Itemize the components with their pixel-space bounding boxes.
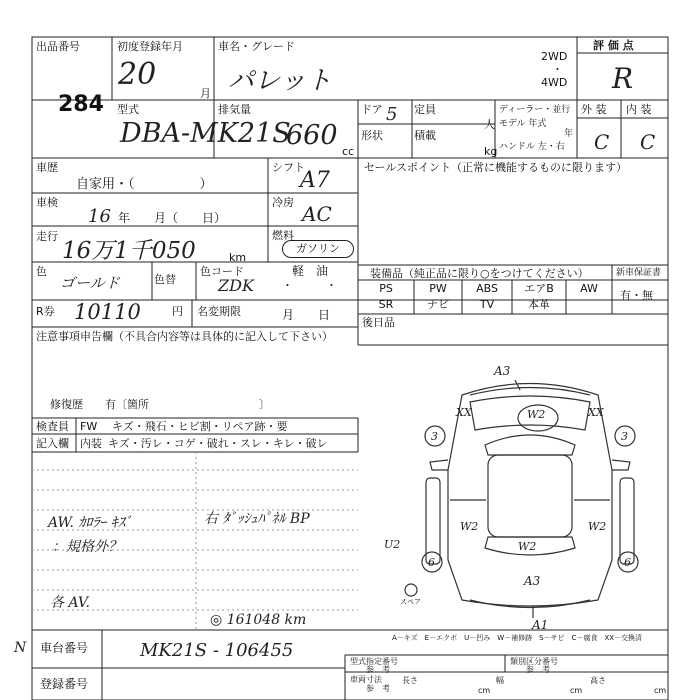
first-reg-year: 20 (118, 57, 157, 92)
year-unit: 年 (564, 129, 574, 139)
damage-mark-wheel-fr: 3 (621, 430, 628, 443)
type-cert-ref: 参 考 (366, 665, 390, 674)
person-unit: 人 (484, 118, 495, 131)
damage-mark-front: A3 (494, 364, 511, 378)
month-unit: 月 (200, 87, 211, 100)
margin-n: N (14, 640, 27, 656)
shape-label: 形状 (361, 129, 383, 142)
history-label: 車歴 (36, 161, 58, 174)
damage-mark-wheel-rr: 6 (624, 556, 631, 569)
body-size-ref: 参 考 (366, 684, 390, 693)
ac-label: 冷房 (272, 196, 294, 209)
interior-value: C (640, 130, 656, 154)
rear-seat-label: 後日品 (362, 316, 395, 329)
damage-mark-hood: W2 (527, 408, 546, 421)
model-grade-label: 車名・グレード (218, 40, 295, 53)
fw-items: キズ・飛石・ヒビ割・リペア跡・要 (112, 420, 288, 433)
inspection-label: 車検 (36, 196, 58, 209)
damage-mark-left-door: W2 (460, 520, 479, 533)
color-label: 色 (36, 265, 47, 278)
width-label: 幅 (496, 676, 504, 685)
class-label: 類別区分番号 (510, 657, 558, 666)
fuel-dots: ・ ・ (282, 279, 337, 292)
height-cm: cm (654, 686, 667, 695)
ac-value: AC (302, 202, 332, 226)
mileage-value: 16万1千050 (62, 238, 196, 264)
type-cert-label: 型式指定番号 (350, 657, 398, 666)
equipment-ps: PS (379, 282, 393, 295)
equipment-navi: ナビ (427, 298, 449, 311)
load-label: 積載 (414, 129, 436, 142)
history-value: 自家用・（ ） (76, 177, 213, 192)
lot-number: 284 (58, 92, 104, 117)
km-unit: km (229, 251, 247, 264)
damage-mark-left-side: U2 (384, 538, 401, 551)
note-spec: ：規格外？ (52, 539, 122, 555)
drive-4wd: 4WD (541, 76, 568, 89)
chassis-value: MK21S - 106455 (140, 640, 294, 661)
displacement-label: 排気量 (218, 103, 251, 116)
damage-mark-bumper: A1 (532, 618, 549, 632)
fw-label: FW (80, 420, 98, 433)
equipment-leather: 本革 (528, 298, 550, 311)
equipment-abs: ABS (476, 282, 498, 295)
fuel-label: 燃料 (272, 229, 294, 242)
recycle-value: 10110 (74, 300, 141, 324)
spare-label: スペア (400, 598, 421, 606)
yen-unit: 円 (172, 305, 183, 318)
shift-value: A7 (300, 168, 330, 193)
damage-mark-rear: A3 (524, 574, 541, 588)
legend: A－キズ E－エクボ U－凹み W－補修跡 S－サビ C－腐食 XX－交換済 (392, 634, 643, 642)
note-dash: 右 ﾀﾞｯｼｭﾊﾟﾈﾙ BP (204, 511, 310, 527)
lot-number-label: 出品番号 (36, 40, 80, 53)
inspector-label: 検査員 (36, 420, 69, 433)
fuel-diesel: 軽 油 (292, 264, 329, 278)
note-odometer: ◎ 161048 km (210, 612, 307, 628)
handle-label: ハンドル 左・右 (499, 142, 565, 152)
exterior-value: C (594, 130, 610, 154)
equipment-pw: PW (429, 282, 447, 295)
warranty-value: 有・無 (620, 289, 653, 302)
damage-mark-tailgate: W2 (518, 540, 537, 553)
damage-mark-xx-right: XX (588, 406, 604, 419)
damage-mark-wheel-rl: 6 (428, 556, 435, 569)
width-cm: cm (570, 686, 583, 695)
interior-label: 内 装 (626, 103, 652, 116)
repaint-label: 色替 (154, 273, 176, 286)
equipment-tv: TV (479, 298, 495, 311)
inspection-value: 16 (88, 206, 111, 227)
cc-unit: cc (342, 145, 355, 158)
recorder-label: 記入欄 (36, 437, 69, 450)
color-code-label: 色コード (200, 265, 244, 278)
notes-label: 注意事項申告欄（不具合内容等は具体的に記入して下さい） (36, 330, 333, 343)
drive-2wd: 2WD (541, 50, 568, 63)
chassis-label: 車台番号 (40, 641, 89, 655)
dealer-label: ディーラー・並行 (499, 105, 571, 115)
repair-history: 修復歴 有〔箇所 〕 (50, 398, 270, 411)
damage-mark-right-door: W2 (588, 520, 607, 533)
height-label: 高さ (590, 676, 606, 685)
rating-label: 評 価 点 (593, 39, 634, 52)
length-cm: cm (478, 686, 491, 695)
registration-label: 登録番号 (40, 677, 89, 691)
rating-value: R (612, 62, 634, 95)
drive-dot: ・ (552, 63, 563, 76)
interior-items: キズ・汚レ・コゲ・破れ・スレ・キレ・破レ (108, 437, 328, 450)
first-reg-label: 初度登録年月 (117, 40, 183, 53)
equipment-label: 装備品（純正品に限り○をつけてください） (370, 267, 589, 280)
body-size-label: 車両寸法 (350, 675, 382, 684)
fuel-gas: ガソリン (282, 240, 354, 258)
kg-unit: kg (484, 145, 498, 158)
length-label: 長さ (402, 676, 418, 685)
color-value: ゴールド (60, 274, 120, 292)
inspection-date: 年 月（ 日） (118, 211, 227, 225)
damage-mark-xx-left: XX (456, 406, 472, 419)
equipment-airbag: エアB (524, 282, 554, 295)
mileage-label: 走行 (36, 230, 58, 243)
displacement-value: 660 (286, 120, 338, 151)
name-change-label: 名変期限 (197, 305, 241, 318)
note-aw: AW. ｶﾛﾗｰ ｷｽﾞ (48, 515, 132, 531)
color-code-value: ZDK (218, 276, 254, 295)
interior-short: 内装 (80, 437, 102, 450)
capacity-label: 定員 (414, 103, 436, 116)
equipment-sr: SR (378, 298, 394, 311)
door-value: 5 (386, 104, 398, 125)
type-value: DBA-MK21S (120, 118, 291, 149)
model-name: パレット (228, 66, 332, 96)
type-label: 型式 (117, 103, 139, 116)
shift-label: シフト (272, 161, 305, 174)
name-change-value: 月 日 (282, 308, 331, 322)
damage-mark-wheel-fl: 3 (431, 430, 438, 443)
exterior-label: 外 装 (581, 103, 607, 116)
sales-points-label: セールスポイント（正常に機能するものに限ります） (364, 161, 628, 174)
note-each: 各 AV. (50, 595, 90, 611)
model-year-label: モデル 年式 (499, 119, 547, 129)
equipment-aw: AW (580, 282, 598, 295)
door-label: ドア (361, 103, 383, 116)
recycle-label: R券 (36, 305, 55, 318)
class-ref: 参 考 (526, 665, 550, 674)
warranty-label: 新車保証書 (616, 268, 662, 278)
